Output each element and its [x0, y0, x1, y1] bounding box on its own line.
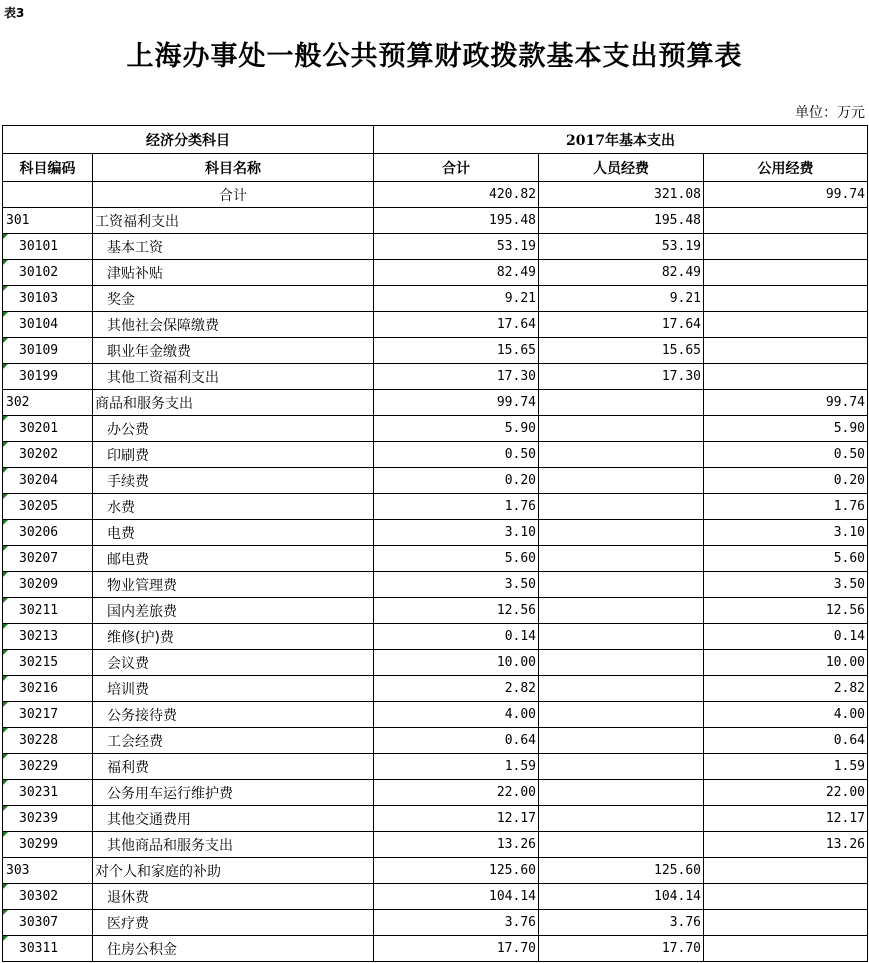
row-personnel: [539, 546, 704, 572]
row-total: 5.60: [374, 546, 539, 572]
row-code: 30101: [3, 234, 93, 260]
table-row: [3, 910, 868, 936]
budget-table: [2, 125, 868, 962]
row-name: 印刷费: [93, 442, 374, 468]
row-public: 3.50: [704, 572, 868, 598]
table-row: [3, 260, 868, 286]
table-row: [3, 338, 868, 364]
header-basic-expenditure: 2017年基本支出: [374, 126, 868, 154]
row-code: 30216: [3, 676, 93, 702]
row-personnel: [539, 624, 704, 650]
row-name: 办公费: [93, 416, 374, 442]
row-public: [704, 208, 868, 234]
row-total: 0.50: [374, 442, 539, 468]
table-row: [3, 234, 868, 260]
row-personnel: 17.70: [539, 936, 704, 962]
row-total: 3.10: [374, 520, 539, 546]
row-name: 其他社会保障缴费: [93, 312, 374, 338]
row-public: [704, 364, 868, 390]
total-public: 99.74: [704, 182, 868, 208]
row-name: 奖金: [93, 286, 374, 312]
row-code: 302: [3, 390, 93, 416]
table-row: [3, 286, 868, 312]
table-row: [3, 650, 868, 676]
header-econ-classification: 经济分类科目: [3, 126, 374, 154]
row-code: 30311: [3, 936, 93, 962]
row-total: 0.64: [374, 728, 539, 754]
table-row: [3, 364, 868, 390]
row-total: 5.90: [374, 416, 539, 442]
row-public: 13.26: [704, 832, 868, 858]
row-public: 99.74: [704, 390, 868, 416]
row-name: 福利费: [93, 754, 374, 780]
row-total: 53.19: [374, 234, 539, 260]
row-total: 82.49: [374, 260, 539, 286]
row-code: 30206: [3, 520, 93, 546]
table-row: [3, 442, 868, 468]
table-row: [3, 728, 868, 754]
row-name: 公务用车运行维护费: [93, 780, 374, 806]
row-public: [704, 910, 868, 936]
row-code: 30213: [3, 624, 93, 650]
row-name: 物业管理费: [93, 572, 374, 598]
row-public: [704, 286, 868, 312]
table-row: [3, 624, 868, 650]
row-name: 职业年金缴费: [93, 338, 374, 364]
row-total: 17.30: [374, 364, 539, 390]
row-public: [704, 338, 868, 364]
row-personnel: [539, 468, 704, 494]
row-public: 0.14: [704, 624, 868, 650]
row-total: 195.48: [374, 208, 539, 234]
row-code: 30109: [3, 338, 93, 364]
table-row: [3, 598, 868, 624]
row-code: 30205: [3, 494, 93, 520]
row-personnel: [539, 520, 704, 546]
row-total: 15.65: [374, 338, 539, 364]
row-code: 30207: [3, 546, 93, 572]
table-row: [3, 312, 868, 338]
row-personnel: 17.64: [539, 312, 704, 338]
row-name: 培训费: [93, 676, 374, 702]
row-personnel: [539, 702, 704, 728]
row-code: 30231: [3, 780, 93, 806]
row-total: 2.82: [374, 676, 539, 702]
row-public: [704, 260, 868, 286]
row-personnel: 82.49: [539, 260, 704, 286]
table-row: [3, 780, 868, 806]
row-name: 基本工资: [93, 234, 374, 260]
table-row: [3, 884, 868, 910]
row-public: 5.60: [704, 546, 868, 572]
row-public: 0.50: [704, 442, 868, 468]
row-public: 2.82: [704, 676, 868, 702]
header-code: 科目编码: [3, 154, 93, 182]
row-code: 30199: [3, 364, 93, 390]
row-code: 30204: [3, 468, 93, 494]
row-name: 国内差旅费: [93, 598, 374, 624]
table-row: [3, 208, 868, 234]
row-personnel: 104.14: [539, 884, 704, 910]
page-title: 上海办事处一般公共预算财政拨款基本支出预算表: [126, 41, 743, 72]
row-public: [704, 884, 868, 910]
table-row: [3, 416, 868, 442]
total-personnel: 321.08: [539, 182, 704, 208]
row-total: 0.20: [374, 468, 539, 494]
row-personnel: [539, 676, 704, 702]
table-row: [3, 468, 868, 494]
row-name: 水费: [93, 494, 374, 520]
total-row: [3, 182, 868, 208]
header-total: 合计: [374, 154, 539, 182]
row-code: 30104: [3, 312, 93, 338]
row-personnel: [539, 832, 704, 858]
table-row: [3, 390, 868, 416]
row-total: 12.17: [374, 806, 539, 832]
row-personnel: 53.19: [539, 234, 704, 260]
table-row: [3, 676, 868, 702]
row-total: 3.50: [374, 572, 539, 598]
row-code: 30209: [3, 572, 93, 598]
row-name: 津贴补贴: [93, 260, 374, 286]
header-personnel: 人员经费: [539, 154, 704, 182]
table-row: [3, 858, 868, 884]
row-total: 9.21: [374, 286, 539, 312]
header-row-group: [3, 126, 868, 154]
row-name: 商品和服务支出: [93, 390, 374, 416]
row-public: [704, 234, 868, 260]
row-personnel: [539, 416, 704, 442]
table-row: [3, 520, 868, 546]
row-total: 1.76: [374, 494, 539, 520]
row-public: [704, 312, 868, 338]
row-code: 30239: [3, 806, 93, 832]
total-label: 合计: [93, 182, 374, 208]
row-public: [704, 858, 868, 884]
total-code-cell: [3, 182, 93, 208]
row-public: 5.90: [704, 416, 868, 442]
row-public: 4.00: [704, 702, 868, 728]
row-public: 1.76: [704, 494, 868, 520]
row-personnel: 15.65: [539, 338, 704, 364]
row-name: 维修(护)费: [93, 624, 374, 650]
row-name: 其他交通费用: [93, 806, 374, 832]
row-personnel: [539, 650, 704, 676]
row-personnel: [539, 780, 704, 806]
row-code: 30201: [3, 416, 93, 442]
table-number: 表3: [4, 6, 25, 20]
row-name: 邮电费: [93, 546, 374, 572]
row-total: 22.00: [374, 780, 539, 806]
row-name: 住房公积金: [93, 936, 374, 962]
row-name: 退休费: [93, 884, 374, 910]
row-public: 12.17: [704, 806, 868, 832]
row-code: 30217: [3, 702, 93, 728]
row-total: 0.14: [374, 624, 539, 650]
row-personnel: 9.21: [539, 286, 704, 312]
row-name: 对个人和家庭的补助: [93, 858, 374, 884]
table-body: [3, 126, 868, 962]
row-total: 1.59: [374, 754, 539, 780]
row-personnel: [539, 494, 704, 520]
header-public: 公用经费: [704, 154, 868, 182]
table-row: [3, 702, 868, 728]
row-code: 30299: [3, 832, 93, 858]
row-public: 22.00: [704, 780, 868, 806]
row-code: 30102: [3, 260, 93, 286]
row-name: 公务接待费: [93, 702, 374, 728]
row-personnel: 3.76: [539, 910, 704, 936]
row-personnel: [539, 598, 704, 624]
table-row: [3, 546, 868, 572]
row-code: 30228: [3, 728, 93, 754]
row-total: 17.64: [374, 312, 539, 338]
row-public: 0.20: [704, 468, 868, 494]
row-total: 17.70: [374, 936, 539, 962]
header-name: 科目名称: [93, 154, 374, 182]
row-code: 303: [3, 858, 93, 884]
row-total: 12.56: [374, 598, 539, 624]
row-public: 3.10: [704, 520, 868, 546]
row-name: 其他商品和服务支出: [93, 832, 374, 858]
row-personnel: 17.30: [539, 364, 704, 390]
table-row: [3, 936, 868, 962]
row-public: 1.59: [704, 754, 868, 780]
row-personnel: [539, 572, 704, 598]
row-total: 3.76: [374, 910, 539, 936]
row-code: 30103: [3, 286, 93, 312]
row-public: 0.64: [704, 728, 868, 754]
row-personnel: [539, 754, 704, 780]
total-total: 420.82: [374, 182, 539, 208]
table-row: [3, 494, 868, 520]
row-personnel: 125.60: [539, 858, 704, 884]
unit-label: 单位：万元: [795, 105, 865, 121]
row-public: 12.56: [704, 598, 868, 624]
row-code: 30302: [3, 884, 93, 910]
row-name: 会议费: [93, 650, 374, 676]
row-name: 医疗费: [93, 910, 374, 936]
row-total: 125.60: [374, 858, 539, 884]
row-code: 301: [3, 208, 93, 234]
row-name: 其他工资福利支出: [93, 364, 374, 390]
table-row: [3, 806, 868, 832]
row-personnel: [539, 728, 704, 754]
table-row: [3, 832, 868, 858]
row-code: 30215: [3, 650, 93, 676]
row-total: 10.00: [374, 650, 539, 676]
row-total: 104.14: [374, 884, 539, 910]
row-public: [704, 936, 868, 962]
row-code: 30202: [3, 442, 93, 468]
row-total: 99.74: [374, 390, 539, 416]
row-personnel: [539, 442, 704, 468]
row-name: 电费: [93, 520, 374, 546]
row-name: 手续费: [93, 468, 374, 494]
table-row: [3, 572, 868, 598]
row-public: 10.00: [704, 650, 868, 676]
header-row-columns: [3, 154, 868, 182]
row-personnel: 195.48: [539, 208, 704, 234]
row-total: 13.26: [374, 832, 539, 858]
row-personnel: [539, 390, 704, 416]
row-code: 30211: [3, 598, 93, 624]
row-personnel: [539, 806, 704, 832]
row-total: 4.00: [374, 702, 539, 728]
row-code: 30307: [3, 910, 93, 936]
row-name: 工会经费: [93, 728, 374, 754]
table-row: [3, 754, 868, 780]
row-name: 工资福利支出: [93, 208, 374, 234]
row-code: 30229: [3, 754, 93, 780]
